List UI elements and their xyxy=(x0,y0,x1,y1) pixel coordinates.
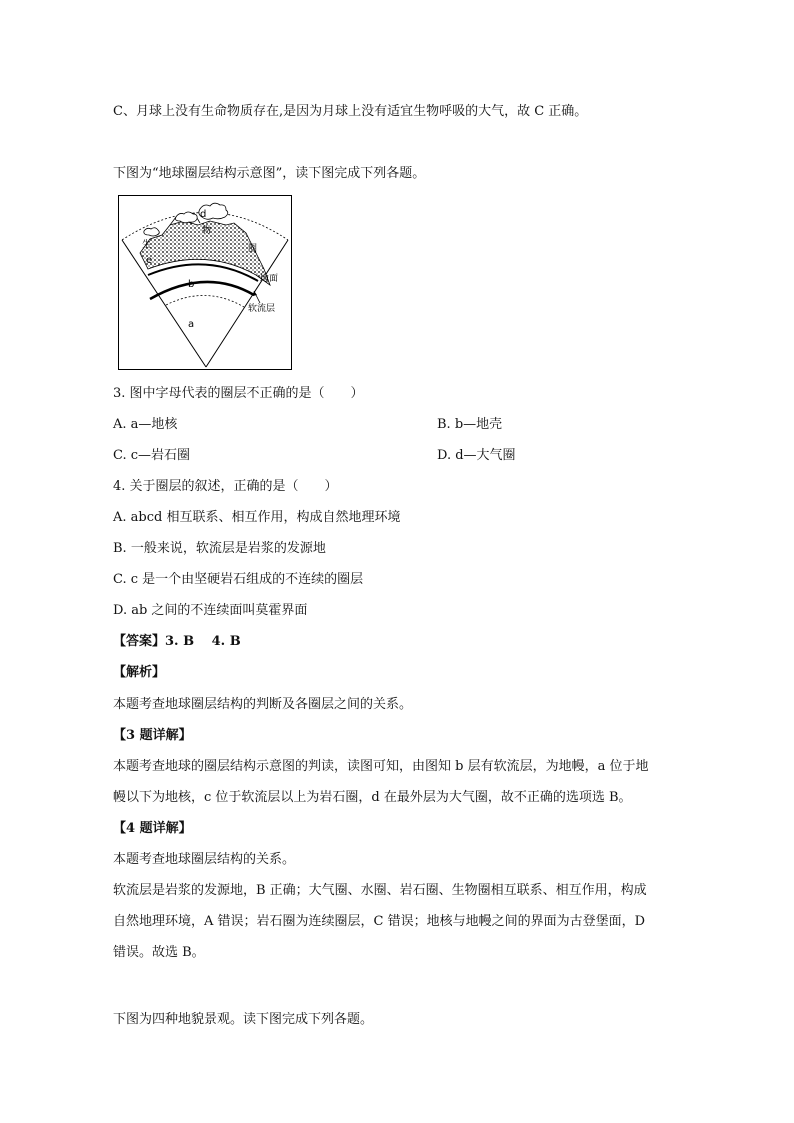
cloud-icon xyxy=(144,228,159,236)
q3-option-c: C. c—岩石圈 xyxy=(113,448,191,463)
q3-detail-line: 幔以下为地核，c 位于软流层以上为岩石圈，d 在最外层为大气圈，故不正确的选项选 B。 xyxy=(113,790,632,805)
intro-text: 下图为“地球圈层结构示意图”，读下图完成下列各题。 xyxy=(113,166,426,181)
answer-line: 【答案】3. B 4. B xyxy=(113,634,241,649)
earth-layer-diagram xyxy=(118,195,292,370)
q3-stem: 3. 图中字母代表的圈层不正确的是（ ） xyxy=(113,386,364,401)
analysis-title: 【解析】 xyxy=(113,665,166,680)
label-e: e xyxy=(146,255,153,266)
label-dimian: 地面 xyxy=(260,274,279,284)
label-a: a xyxy=(188,319,195,330)
q4-detail-title: 【4 题详解】 xyxy=(113,821,192,836)
analysis-text: 本题考查地球圈层结构的判断及各圈层之间的关系。 xyxy=(113,697,413,712)
q3-option-a: A. a—地核 xyxy=(113,417,178,432)
q4-detail-line: 错误。故选 B。 xyxy=(113,945,205,960)
q4-option-d: D. ab 之间的不连续面叫莫霍界面 xyxy=(113,603,308,618)
q3-detail-line: 本题考查地球的圈层结构示意图的判读，读图可知，由图知 b 层有软流层，为地幔，a 位于地 xyxy=(113,759,649,774)
q4-detail-line: 软流层是岩浆的发源地，B 正确；大气圈、水圈、岩石圈、生物圈相互联系、相互作用，构成 xyxy=(113,883,647,898)
label-sheng: 生 xyxy=(142,240,152,250)
q4-detail-line: 本题考查地球圈层结构的关系。 xyxy=(113,852,296,867)
q3-option-b: B. b—地壳 xyxy=(437,417,503,432)
q4-option-b: B. 一般来说，软流层是岩浆的发源地 xyxy=(113,541,326,556)
q3-detail-title: 【3 题详解】 xyxy=(113,728,192,743)
intro-text-2: 下图为四种地貌景观。读下图完成下列各题。 xyxy=(113,1012,374,1027)
label-d: d xyxy=(200,209,207,220)
q4-option-c: C. c 是一个由坚硬岩石组成的不连续的圈层 xyxy=(113,572,364,587)
q4-detail-line: 自然地理环境，A 错误；岩石圈为连续圈层，C 错误；地核与地幔之间的界面为古登堡面，D xyxy=(113,914,646,929)
label-quan: 圈 xyxy=(248,244,258,254)
q3-option-d: D. d—大气圈 xyxy=(437,448,516,463)
q4-option-a: A. abcd 相互联系、相互作用，构成自然地理环境 xyxy=(113,510,401,525)
label-wu: 物 xyxy=(202,226,212,236)
label-b: b xyxy=(188,279,195,290)
q4-stem: 4. 关于圈层的叙述，正确的是（ ） xyxy=(113,479,338,494)
label-ruanliuceng: 软流层 xyxy=(248,304,276,314)
prev-answer-c: C、月球上没有生命物质存在,是因为月球上没有适宜生物呼吸的大气，故 C 正确。 xyxy=(113,104,588,119)
